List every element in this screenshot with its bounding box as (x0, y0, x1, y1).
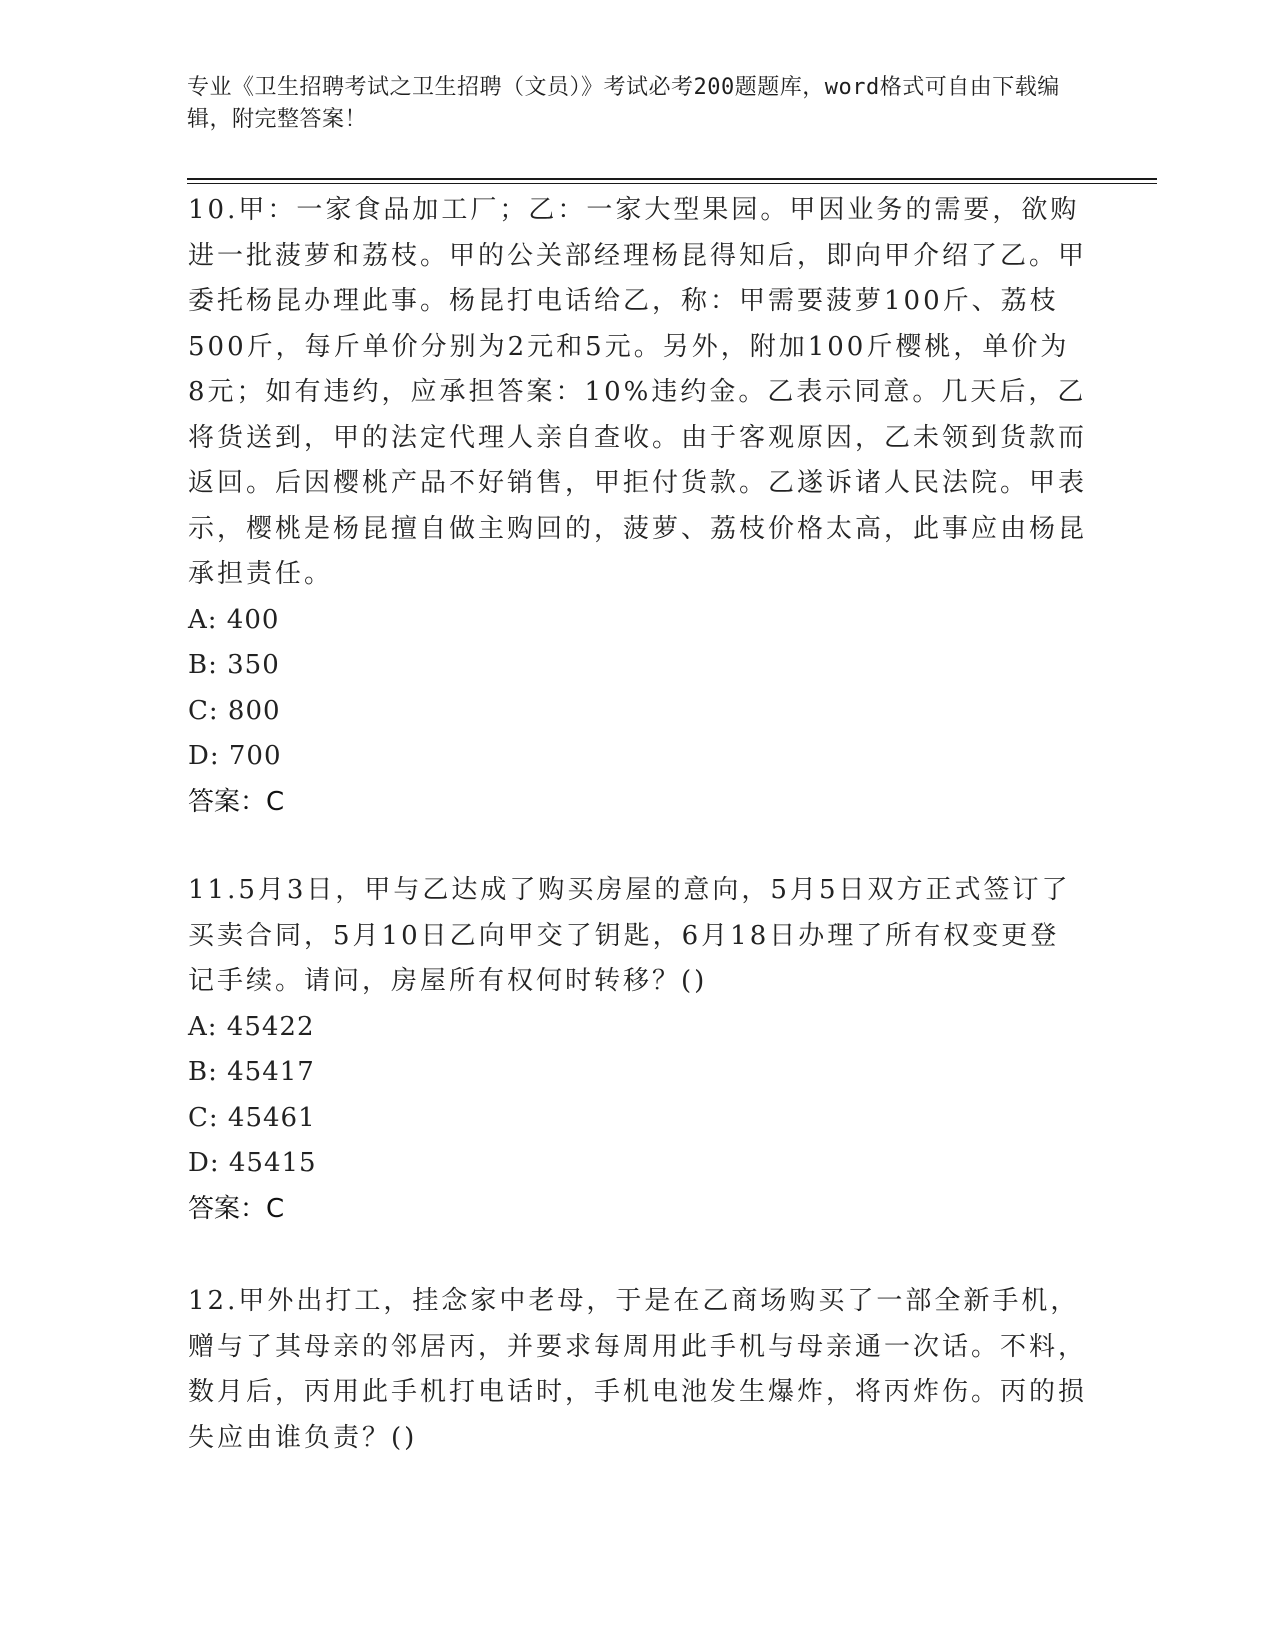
question-12 (188, 1279, 1088, 1461)
option-b: B: 350 (188, 650, 280, 680)
question-11 (188, 868, 1088, 1232)
option-a: A: 45422 (188, 1011, 315, 1042)
header-divider (187, 178, 1157, 180)
option-b: B: 45417 (188, 1057, 315, 1087)
header-divider-thin (187, 183, 1157, 184)
answer: 答案：C (188, 1193, 285, 1224)
question-text: 12.甲外出打工，挂念家中老母，于是在乙商场购买了一部全新手机，赠与了其母亲的邻居丙，并要求每周用此手机与母亲通一次话。不料，数月后，丙用此手机打电话时，手机电池发生爆炸，将丙炸伤。丙的损失应由谁负责？() (188, 1286, 1088, 1453)
option-c: C: 800 (188, 695, 281, 726)
answer: 答案：C (188, 786, 285, 817)
question-text: 11.5月3日，甲与乙达成了购买房屋的意向，5月5日双方正式签订了买卖合同，5月10日乙向甲交了钥匙，6月18日办理了所有权变更登记手续。请问，房屋所有权何时转移？() (188, 875, 1071, 996)
question-10 (188, 188, 1088, 825)
option-d: D: 45415 (188, 1148, 317, 1178)
option-a: A: 400 (188, 604, 280, 635)
option-c: C: 45461 (188, 1102, 316, 1133)
option-d: D: 700 (188, 741, 282, 771)
document-header: 专业《卫生招聘考试之卫生招聘（文员）》考试必考200题题库，word格式可自由下载编辑，附完整答案！ (187, 75, 1060, 132)
question-text: 10.甲：一家食品加工厂；乙：一家大型果园。甲因业务的需要，欲购进一批菠萝和荔枝。甲的公关部经理杨昆得知后，即向甲介绍了乙。甲委托杨昆办理此事。杨昆打电话给乙，称：甲需要菠萝100斤、荔枝500斤，每斤单价分别为2元和5元。另外，附加100斤樱桃，单价为8元；如有违约，应承担答案：10%违约金。乙表示同意。几天后，乙将货送到，甲的法定代理人亲自查收。由于客观原因，乙未领到货款而返回。后因樱桃产品不好销售，甲拒付货款。乙遂诉诸人民法院。甲表示，樱桃是杨昆擅自做主购回的，菠萝、荔枝价格太高，此事应由杨昆承担责任。 (188, 195, 1088, 589)
